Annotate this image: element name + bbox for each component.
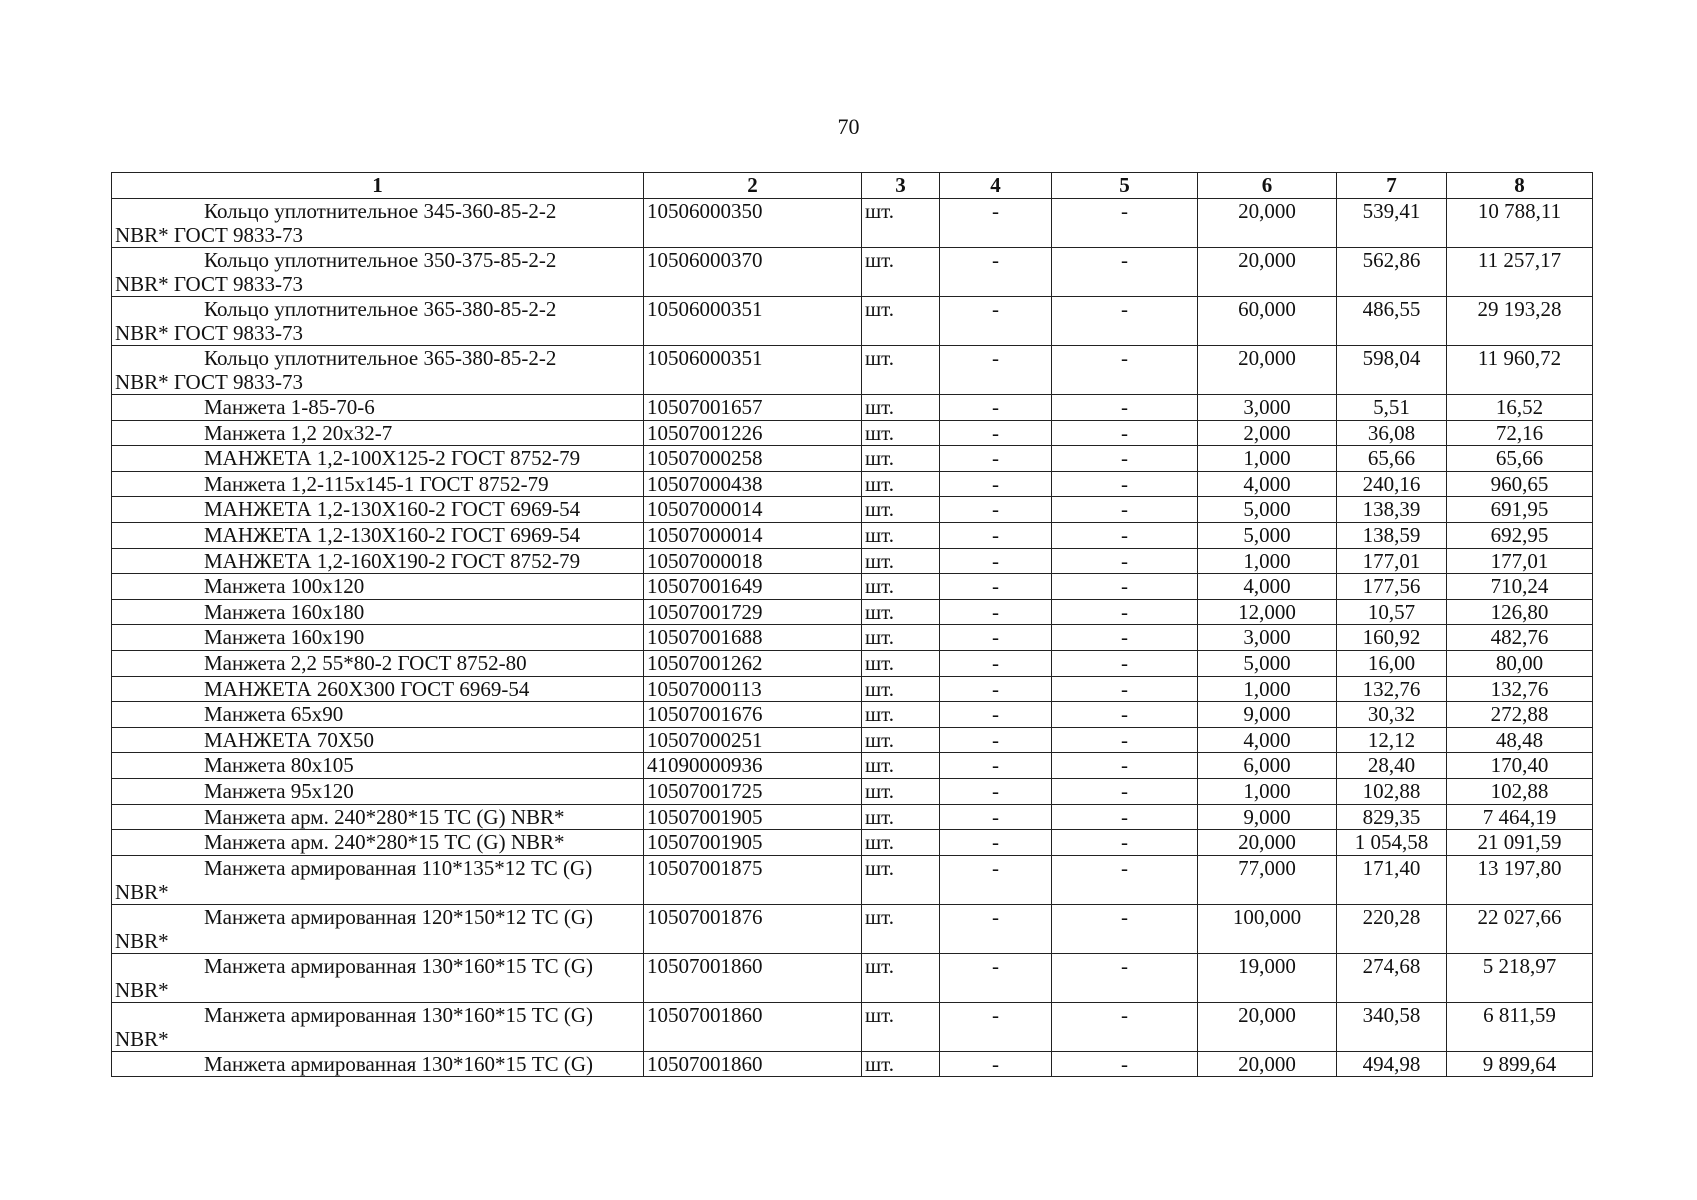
item-name-continuation: NBR* bbox=[115, 928, 169, 953]
item-name: Манжета 1,2 20х32-7 bbox=[204, 420, 393, 445]
item-code: 10507001860 bbox=[644, 1002, 862, 1051]
unit-price: 36,08 bbox=[1337, 420, 1447, 446]
item-code: 10507001860 bbox=[644, 953, 862, 1002]
unit-price: 160,92 bbox=[1337, 625, 1447, 651]
item-code: 10507001649 bbox=[644, 574, 862, 600]
item-name-cell bbox=[112, 199, 644, 248]
column-4-value: - bbox=[940, 676, 1052, 702]
total-amount: 691,95 bbox=[1447, 497, 1593, 523]
quantity: 20,000 bbox=[1198, 346, 1337, 395]
unit-of-measure: шт. bbox=[862, 650, 940, 676]
column-4-value: - bbox=[940, 804, 1052, 830]
item-name-cell bbox=[112, 574, 644, 600]
total-amount: 710,24 bbox=[1447, 574, 1593, 600]
table-row bbox=[112, 446, 1593, 472]
item-name-cell bbox=[112, 297, 644, 346]
unit-of-measure: шт. bbox=[862, 471, 940, 497]
quantity: 77,000 bbox=[1198, 855, 1337, 904]
item-code: 10507001875 bbox=[644, 855, 862, 904]
unit-price: 240,16 bbox=[1337, 471, 1447, 497]
quantity: 2,000 bbox=[1198, 420, 1337, 446]
quantity: 1,000 bbox=[1198, 778, 1337, 804]
item-name: Кольцо уплотнительное 350-375-85-2-2 bbox=[204, 248, 557, 272]
unit-price: 220,28 bbox=[1337, 904, 1447, 953]
table-row bbox=[112, 1002, 1593, 1051]
total-amount: 80,00 bbox=[1447, 650, 1593, 676]
item-name: Манжета 1-85-70-6 bbox=[204, 395, 375, 419]
item-code: 10507001905 bbox=[644, 830, 862, 856]
item-code: 10507001729 bbox=[644, 599, 862, 625]
item-code: 41090000936 bbox=[644, 753, 862, 779]
item-name: Манжета армированная 130*160*15 ТС (G) bbox=[204, 1051, 593, 1076]
item-name-cell bbox=[112, 855, 644, 904]
total-amount: 9 899,64 bbox=[1447, 1051, 1593, 1077]
unit-of-measure: шт. bbox=[862, 446, 940, 472]
unit-of-measure: шт. bbox=[862, 522, 940, 548]
column-4-value: - bbox=[940, 574, 1052, 600]
table-row bbox=[112, 702, 1593, 728]
table-row bbox=[112, 199, 1593, 248]
quantity: 5,000 bbox=[1198, 522, 1337, 548]
unit-price: 171,40 bbox=[1337, 855, 1447, 904]
column-header: 4 bbox=[940, 173, 1052, 199]
unit-of-measure: шт. bbox=[862, 248, 940, 297]
unit-of-measure: шт. bbox=[862, 548, 940, 574]
item-name-continuation: NBR* ГОСТ 9833-73 bbox=[115, 223, 304, 247]
header-row bbox=[112, 173, 1593, 199]
item-name-cell bbox=[112, 904, 644, 953]
unit-of-measure: шт. bbox=[862, 395, 940, 421]
column-5-value: - bbox=[1052, 1002, 1198, 1051]
item-name: МАНЖЕТА 1,2-160Х190-2 ГОСТ 8752-79 bbox=[204, 548, 581, 573]
unit-price: 486,55 bbox=[1337, 297, 1447, 346]
unit-of-measure: шт. bbox=[862, 778, 940, 804]
unit-price: 138,59 bbox=[1337, 522, 1447, 548]
item-name-cell bbox=[112, 346, 644, 395]
item-code: 10507000014 bbox=[644, 497, 862, 523]
column-5-value: - bbox=[1052, 676, 1198, 702]
column-4-value: - bbox=[940, 904, 1052, 953]
item-name-cell bbox=[112, 753, 644, 779]
item-name-cell bbox=[112, 830, 644, 856]
table-row bbox=[112, 297, 1593, 346]
unit-price: 562,86 bbox=[1337, 248, 1447, 297]
total-amount: 65,66 bbox=[1447, 446, 1593, 472]
item-name: Манжета 160х190 bbox=[204, 625, 365, 650]
unit-price: 30,32 bbox=[1337, 702, 1447, 728]
column-5-value: - bbox=[1052, 830, 1198, 856]
total-amount: 132,76 bbox=[1447, 676, 1593, 702]
column-5-value: - bbox=[1052, 548, 1198, 574]
quantity: 5,000 bbox=[1198, 497, 1337, 523]
item-name: Манжета 65х90 bbox=[204, 702, 344, 727]
quantity: 3,000 bbox=[1198, 625, 1337, 651]
table-row bbox=[112, 395, 1593, 421]
column-4-value: - bbox=[940, 420, 1052, 446]
item-code: 10507000438 bbox=[644, 471, 862, 497]
column-4-value: - bbox=[940, 650, 1052, 676]
item-name-continuation: NBR* bbox=[115, 879, 169, 904]
column-4-value: - bbox=[940, 522, 1052, 548]
quantity: 3,000 bbox=[1198, 395, 1337, 421]
column-5-value: - bbox=[1052, 753, 1198, 779]
column-header: 8 bbox=[1447, 173, 1593, 199]
table-row bbox=[112, 471, 1593, 497]
item-name-cell bbox=[112, 599, 644, 625]
column-5-value: - bbox=[1052, 471, 1198, 497]
total-amount: 102,88 bbox=[1447, 778, 1593, 804]
total-amount: 29 193,28 bbox=[1447, 297, 1593, 346]
table-row bbox=[112, 753, 1593, 779]
unit-of-measure: шт. bbox=[862, 297, 940, 346]
item-name: Манжета арм. 240*280*15 ТС (G) NBR* bbox=[204, 804, 565, 829]
table-row bbox=[112, 346, 1593, 395]
quantity: 1,000 bbox=[1198, 676, 1337, 702]
table-row bbox=[112, 727, 1593, 753]
column-header: 2 bbox=[644, 173, 862, 199]
total-amount: 72,16 bbox=[1447, 420, 1593, 446]
unit-price: 5,51 bbox=[1337, 395, 1447, 421]
quantity: 9,000 bbox=[1198, 702, 1337, 728]
table-row bbox=[112, 248, 1593, 297]
column-header: 1 bbox=[112, 173, 644, 199]
unit-of-measure: шт. bbox=[862, 574, 940, 600]
unit-price: 177,56 bbox=[1337, 574, 1447, 600]
column-5-value: - bbox=[1052, 497, 1198, 523]
item-name-cell bbox=[112, 1002, 644, 1051]
quantity: 20,000 bbox=[1198, 1051, 1337, 1077]
column-4-value: - bbox=[940, 753, 1052, 779]
total-amount: 13 197,80 bbox=[1447, 855, 1593, 904]
item-code: 10507001860 bbox=[644, 1051, 862, 1077]
item-name-cell bbox=[112, 676, 644, 702]
item-name: МАНЖЕТА 1,2-100Х125-2 ГОСТ 8752-79 bbox=[204, 446, 581, 471]
table-row bbox=[112, 953, 1593, 1002]
unit-price: 132,76 bbox=[1337, 676, 1447, 702]
column-5-value: - bbox=[1052, 953, 1198, 1002]
unit-price: 494,98 bbox=[1337, 1051, 1447, 1077]
item-name-cell bbox=[112, 650, 644, 676]
quantity: 19,000 bbox=[1198, 953, 1337, 1002]
column-4-value: - bbox=[940, 346, 1052, 395]
column-5-value: - bbox=[1052, 522, 1198, 548]
column-4-value: - bbox=[940, 1002, 1052, 1051]
unit-of-measure: шт. bbox=[862, 953, 940, 1002]
item-name-cell bbox=[112, 420, 644, 446]
item-name: Манжета 160х180 bbox=[204, 599, 365, 624]
quantity: 9,000 bbox=[1198, 804, 1337, 830]
page-number: 70 bbox=[837, 114, 860, 139]
column-4-value: - bbox=[940, 778, 1052, 804]
unit-of-measure: шт. bbox=[862, 1051, 940, 1077]
item-name: Кольцо уплотнительное 365-380-85-2-2 bbox=[204, 297, 557, 321]
column-5-value: - bbox=[1052, 727, 1198, 753]
quantity: 4,000 bbox=[1198, 727, 1337, 753]
quantity: 20,000 bbox=[1198, 248, 1337, 297]
unit-of-measure: шт. bbox=[862, 727, 940, 753]
table-row bbox=[112, 574, 1593, 600]
column-5-value: - bbox=[1052, 702, 1198, 728]
column-4-value: - bbox=[940, 599, 1052, 625]
total-amount: 126,80 bbox=[1447, 599, 1593, 625]
unit-of-measure: шт. bbox=[862, 1002, 940, 1051]
table-body bbox=[112, 199, 1593, 1077]
total-amount: 170,40 bbox=[1447, 753, 1593, 779]
column-5-value: - bbox=[1052, 346, 1198, 395]
unit-price: 65,66 bbox=[1337, 446, 1447, 472]
item-code: 10507001905 bbox=[644, 804, 862, 830]
quantity: 20,000 bbox=[1198, 830, 1337, 856]
item-name-cell bbox=[112, 248, 644, 297]
column-5-value: - bbox=[1052, 420, 1198, 446]
column-4-value: - bbox=[940, 702, 1052, 728]
item-name: МАНЖЕТА 70Х50 bbox=[204, 727, 375, 752]
item-name: МАНЖЕТА 260Х300 ГОСТ 6969-54 bbox=[204, 676, 530, 701]
item-name-cell bbox=[112, 953, 644, 1002]
item-name: МАНЖЕТА 1,2-130Х160-2 ГОСТ 6969-54 bbox=[204, 497, 581, 522]
unit-price: 829,35 bbox=[1337, 804, 1447, 830]
total-amount: 5 218,97 bbox=[1447, 953, 1593, 1002]
total-amount: 6 811,59 bbox=[1447, 1002, 1593, 1051]
inventory-table bbox=[111, 172, 1593, 1077]
total-amount: 482,76 bbox=[1447, 625, 1593, 651]
table-row bbox=[112, 676, 1593, 702]
column-4-value: - bbox=[940, 395, 1052, 421]
unit-of-measure: шт. bbox=[862, 497, 940, 523]
table-row bbox=[112, 625, 1593, 651]
column-5-value: - bbox=[1052, 1051, 1198, 1077]
unit-price: 102,88 bbox=[1337, 778, 1447, 804]
total-amount: 11 257,17 bbox=[1447, 248, 1593, 297]
column-5-value: - bbox=[1052, 804, 1198, 830]
quantity: 4,000 bbox=[1198, 471, 1337, 497]
unit-price: 10,57 bbox=[1337, 599, 1447, 625]
item-code: 10507001676 bbox=[644, 702, 862, 728]
quantity: 6,000 bbox=[1198, 753, 1337, 779]
total-amount: 11 960,72 bbox=[1447, 346, 1593, 395]
item-name-cell bbox=[112, 702, 644, 728]
item-name-continuation: NBR* bbox=[115, 1026, 169, 1051]
column-header: 7 bbox=[1337, 173, 1447, 199]
quantity: 5,000 bbox=[1198, 650, 1337, 676]
column-5-value: - bbox=[1052, 599, 1198, 625]
table-row bbox=[112, 804, 1593, 830]
item-name-continuation: NBR* ГОСТ 9833-73 bbox=[115, 272, 304, 296]
table-row bbox=[112, 1051, 1593, 1077]
column-5-value: - bbox=[1052, 855, 1198, 904]
total-amount: 7 464,19 bbox=[1447, 804, 1593, 830]
item-name-cell bbox=[112, 497, 644, 523]
unit-price: 1 054,58 bbox=[1337, 830, 1447, 856]
item-name: Манжета 95х120 bbox=[204, 778, 354, 803]
item-name-cell bbox=[112, 548, 644, 574]
total-amount: 21 091,59 bbox=[1447, 830, 1593, 856]
unit-of-measure: шт. bbox=[862, 676, 940, 702]
column-5-value: - bbox=[1052, 778, 1198, 804]
unit-of-measure: шт. bbox=[862, 346, 940, 395]
column-4-value: - bbox=[940, 953, 1052, 1002]
item-code: 10506000351 bbox=[644, 346, 862, 395]
item-name: Манжета армированная 130*160*15 ТС (G) bbox=[204, 1002, 593, 1027]
table-row bbox=[112, 778, 1593, 804]
total-amount: 177,01 bbox=[1447, 548, 1593, 574]
item-name-cell bbox=[112, 727, 644, 753]
unit-of-measure: шт. bbox=[862, 753, 940, 779]
column-5-value: - bbox=[1052, 574, 1198, 600]
item-code: 10507000251 bbox=[644, 727, 862, 753]
unit-price: 177,01 bbox=[1337, 548, 1447, 574]
column-4-value: - bbox=[940, 625, 1052, 651]
table-row bbox=[112, 830, 1593, 856]
item-name: Манжета армированная 110*135*12 ТС (G) bbox=[204, 855, 593, 880]
quantity: 20,000 bbox=[1198, 1002, 1337, 1051]
item-name-cell bbox=[112, 471, 644, 497]
column-5-value: - bbox=[1052, 297, 1198, 346]
unit-of-measure: шт. bbox=[862, 804, 940, 830]
total-amount: 692,95 bbox=[1447, 522, 1593, 548]
table-row bbox=[112, 548, 1593, 574]
unit-price: 274,68 bbox=[1337, 953, 1447, 1002]
quantity: 1,000 bbox=[1198, 548, 1337, 574]
column-4-value: - bbox=[940, 548, 1052, 574]
item-code: 10507001262 bbox=[644, 650, 862, 676]
column-4-value: - bbox=[940, 248, 1052, 297]
column-header: 5 bbox=[1052, 173, 1198, 199]
item-code: 10507000113 bbox=[644, 676, 862, 702]
column-4-value: - bbox=[940, 855, 1052, 904]
column-4-value: - bbox=[940, 297, 1052, 346]
total-amount: 22 027,66 bbox=[1447, 904, 1593, 953]
unit-of-measure: шт. bbox=[862, 420, 940, 446]
total-amount: 10 788,11 bbox=[1447, 199, 1593, 248]
table-row bbox=[112, 420, 1593, 446]
unit-of-measure: шт. bbox=[862, 599, 940, 625]
column-4-value: - bbox=[940, 471, 1052, 497]
item-name-continuation: NBR* bbox=[115, 977, 169, 1002]
item-name-cell bbox=[112, 395, 644, 421]
column-5-value: - bbox=[1052, 625, 1198, 651]
total-amount: 960,65 bbox=[1447, 471, 1593, 497]
item-name: Манжета 80х105 bbox=[204, 753, 354, 778]
item-name-cell bbox=[112, 778, 644, 804]
item-name: Манжета армированная 130*160*15 ТС (G) bbox=[204, 953, 593, 978]
table-row bbox=[112, 522, 1593, 548]
total-amount: 48,48 bbox=[1447, 727, 1593, 753]
column-5-value: - bbox=[1052, 904, 1198, 953]
column-4-value: - bbox=[940, 497, 1052, 523]
unit-of-measure: шт. bbox=[862, 855, 940, 904]
column-5-value: - bbox=[1052, 199, 1198, 248]
unit-of-measure: шт. bbox=[862, 199, 940, 248]
column-5-value: - bbox=[1052, 395, 1198, 421]
item-name: Манжета арм. 240*280*15 ТС (G) NBR* bbox=[204, 830, 565, 855]
column-5-value: - bbox=[1052, 248, 1198, 297]
unit-of-measure: шт. bbox=[862, 830, 940, 856]
item-code: 10507000258 bbox=[644, 446, 862, 472]
unit-price: 539,41 bbox=[1337, 199, 1447, 248]
quantity: 100,000 bbox=[1198, 904, 1337, 953]
unit-of-measure: шт. bbox=[862, 904, 940, 953]
column-4-value: - bbox=[940, 727, 1052, 753]
unit-of-measure: шт. bbox=[862, 702, 940, 728]
total-amount: 272,88 bbox=[1447, 702, 1593, 728]
column-4-value: - bbox=[940, 446, 1052, 472]
quantity: 12,000 bbox=[1198, 599, 1337, 625]
unit-price: 598,04 bbox=[1337, 346, 1447, 395]
item-name: МАНЖЕТА 1,2-130Х160-2 ГОСТ 6969-54 bbox=[204, 522, 581, 547]
item-name: Манжета 100х120 bbox=[204, 574, 365, 599]
unit-price: 16,00 bbox=[1337, 650, 1447, 676]
item-name: Манжета 2,2 55*80-2 ГОСТ 8752-80 bbox=[204, 650, 527, 675]
item-code: 10507000014 bbox=[644, 522, 862, 548]
item-name-continuation: NBR* ГОСТ 9833-73 bbox=[115, 370, 304, 394]
column-5-value: - bbox=[1052, 446, 1198, 472]
item-name-cell bbox=[112, 1051, 644, 1077]
table-row bbox=[112, 497, 1593, 523]
unit-price: 138,39 bbox=[1337, 497, 1447, 523]
item-name: Кольцо уплотнительное 345-360-85-2-2 bbox=[204, 199, 557, 223]
item-code: 10507001725 bbox=[644, 778, 862, 804]
column-5-value: - bbox=[1052, 650, 1198, 676]
column-4-value: - bbox=[940, 830, 1052, 856]
quantity: 1,000 bbox=[1198, 446, 1337, 472]
item-name: Манжета армированная 120*150*12 ТС (G) bbox=[204, 904, 593, 929]
quantity: 60,000 bbox=[1198, 297, 1337, 346]
column-4-value: - bbox=[940, 199, 1052, 248]
item-code: 10507001226 bbox=[644, 420, 862, 446]
column-4-value: - bbox=[940, 1051, 1052, 1077]
column-header: 6 bbox=[1198, 173, 1337, 199]
item-name: Манжета 1,2-115х145-1 ГОСТ 8752-79 bbox=[204, 471, 549, 496]
table-row bbox=[112, 855, 1593, 904]
item-name-cell bbox=[112, 625, 644, 651]
unit-price: 28,40 bbox=[1337, 753, 1447, 779]
unit-price: 340,58 bbox=[1337, 1002, 1447, 1051]
item-name: Кольцо уплотнительное 365-380-85-2-2 bbox=[204, 346, 557, 370]
total-amount: 16,52 bbox=[1447, 395, 1593, 421]
quantity: 20,000 bbox=[1198, 199, 1337, 248]
item-name-cell bbox=[112, 522, 644, 548]
table-row bbox=[112, 599, 1593, 625]
table-row bbox=[112, 650, 1593, 676]
item-code: 10507001876 bbox=[644, 904, 862, 953]
item-name-continuation: NBR* ГОСТ 9833-73 bbox=[115, 321, 304, 345]
item-code: 10506000370 bbox=[644, 248, 862, 297]
item-code: 10507001657 bbox=[644, 395, 862, 421]
item-name-cell bbox=[112, 804, 644, 830]
unit-of-measure: шт. bbox=[862, 625, 940, 651]
quantity: 4,000 bbox=[1198, 574, 1337, 600]
item-name-cell bbox=[112, 446, 644, 472]
table-row bbox=[112, 904, 1593, 953]
unit-price: 12,12 bbox=[1337, 727, 1447, 753]
item-code: 10506000351 bbox=[644, 297, 862, 346]
column-header: 3 bbox=[862, 173, 940, 199]
item-code: 10507001688 bbox=[644, 625, 862, 651]
item-code: 10506000350 bbox=[644, 199, 862, 248]
item-code: 10507000018 bbox=[644, 548, 862, 574]
